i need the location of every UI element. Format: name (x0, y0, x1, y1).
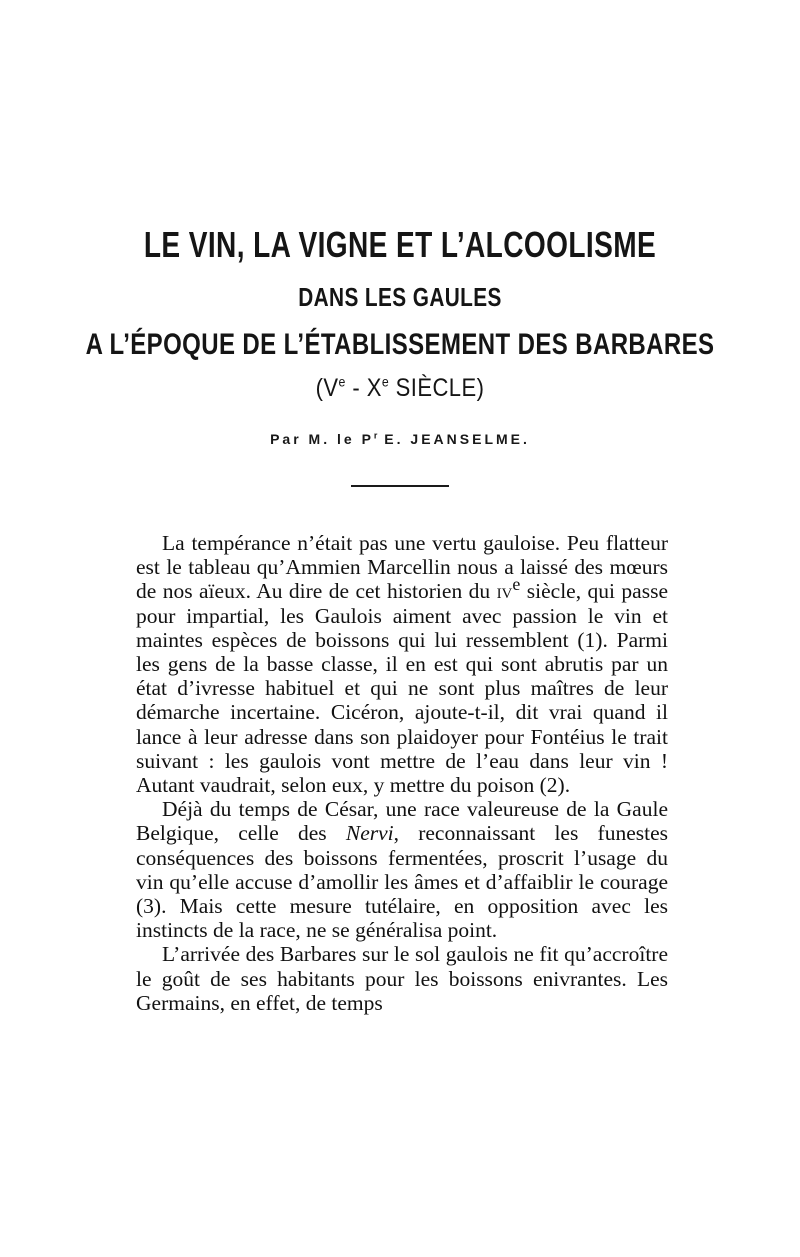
period-close: SIÈCLE) (389, 374, 485, 402)
article-title-line-3: A L’ÉPOQUE DE L’ÉTABLISSEMENT DES BARBARES (85, 328, 715, 361)
article-title-line-2: DANS LES GAULES (298, 282, 502, 312)
paragraph-1 (136, 531, 668, 797)
article-period (48, 374, 752, 403)
paragraph-3: L’arrivée des Barbares sur le sol gaulois ne fit qu’accroître le goût de ses habitants pour les boissons enivrantes. Les Germains, en effet, de temps (136, 942, 668, 1015)
article-body (136, 531, 668, 1015)
period-open: (V (315, 374, 339, 402)
section-divider (351, 485, 449, 487)
byline-sup: r (373, 430, 378, 441)
article-title-line-1: LE VIN, LA VIGNE ET L’ALCOOLISME (143, 224, 657, 265)
paragraph-2-part-a: Déjà du temps de César, une race valeureuse de la Gaule Belgique, celle des (136, 797, 668, 846)
nervi-term: Nervi (345, 821, 394, 846)
period-sup-1: e (338, 373, 346, 390)
byline-post: E. JEANSELME. (377, 431, 530, 447)
century-numeral: iv (496, 579, 513, 604)
century-sup: e (512, 574, 521, 595)
period-sup-2: e (381, 373, 390, 390)
period-mid: - X (345, 374, 382, 402)
paragraph-2 (136, 797, 668, 942)
byline-pre: Par M. le P (270, 431, 374, 447)
paragraph-2-part-b: , reconnaissant les funestes conséquences des boissons fermentées, proscrit l’usage du vin qu’elle accuse d’amollir les âmes et d’affaiblir le courage (3). Mais cette mesure tutélaire, en opposition avec les instincts de la race, ne se généralisa point. (136, 821, 668, 943)
paragraph-1-part-b: siècle, qui passe pour impartial, les Gaulois aiment avec passion le vin et maintes espèces de boissons qui lui ressemblent (1). Parmi les gens de la basse classe, il en est qui sont abrutis par un état d’ivresse habituel et qui ne sont plus maîtres de leur démarche incertaine. Cicéron, ajoute-t-il, dit vrai quand il lance à leur adresse dans son plaidoyer pour Fontéius le trait suivant : les gaulois vont mettre de l’eau dans leur vin ! Autant vaudrait, selon eux, y mettre du poison (2). (136, 579, 668, 798)
author-byline (0, 431, 800, 447)
paragraph-1-part-a: La tempérance n’était pas une vertu gauloise. Peu flatteur est le tableau qu’Ammien Marcellin nous a laissé des mœurs de nos aïeux. Au dire de cet historien du (136, 531, 668, 604)
